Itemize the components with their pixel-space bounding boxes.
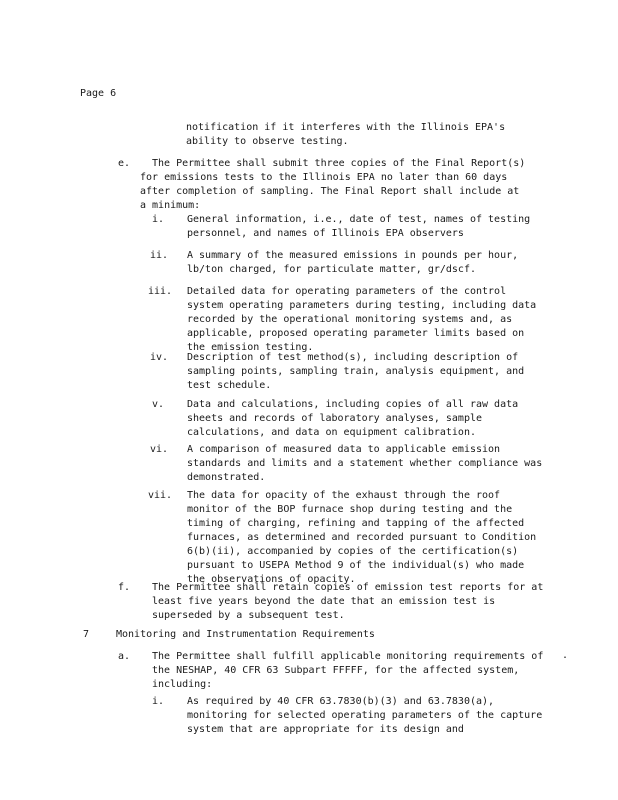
text-line: Detailed data for operating parameters of the control bbox=[187, 286, 507, 297]
text-line: monitor of the BOP furnace shop during testing and the bbox=[187, 504, 513, 515]
text-line: recorded by the operational monitoring systems and, as bbox=[187, 314, 513, 325]
text-line: ability to observe testing. bbox=[186, 136, 349, 147]
section-title: Monitoring and Instrumentation Requirements bbox=[116, 629, 375, 640]
text-line: Data and calculations, including copies of all raw data bbox=[187, 399, 519, 410]
text-line: lb/ton charged, for particulate matter, gr/dscf. bbox=[187, 264, 476, 275]
text-line: The data for opacity of the exhaust through the roof bbox=[187, 490, 501, 501]
margin-mark: . bbox=[562, 650, 569, 661]
list-label: iv. bbox=[150, 352, 169, 363]
text-line: system that are appropriate for its design and bbox=[187, 724, 464, 735]
text-line: personnel, and names of Illinois EPA observers bbox=[187, 228, 464, 239]
text-line: General information, i.e., date of test, names of testing bbox=[187, 214, 531, 225]
text-line: sampling points, sampling train, analysis equipment, and bbox=[187, 366, 525, 377]
list-label: iii. bbox=[148, 286, 173, 297]
text-line: the observations of opacity. bbox=[187, 574, 356, 585]
text-line: timing of charging, refining and tapping of the affected bbox=[187, 518, 525, 529]
text-line: applicable, proposed operating parameter limits based on bbox=[187, 328, 525, 339]
text-line: A summary of the measured emissions in pounds per hour, bbox=[187, 250, 519, 261]
text-line: demonstrated. bbox=[187, 472, 266, 483]
text-line: monitoring for selected operating parameters of the capture bbox=[187, 710, 543, 721]
text-line: 6(b)(ii), accompanied by copies of the certification(s) bbox=[187, 546, 519, 557]
list-label: vii. bbox=[148, 490, 173, 501]
text-line: least five years beyond the date that an emission test is bbox=[152, 596, 496, 607]
text-line: calculations, and data on equipment calibration. bbox=[187, 427, 476, 438]
list-label: i. bbox=[152, 214, 165, 225]
list-label: v. bbox=[152, 399, 165, 410]
text-line: sheets and records of laboratory analyses, sample bbox=[187, 413, 483, 424]
text-line: notification if it interferes with the Illinois EPA's bbox=[186, 122, 506, 133]
text-line: The Permittee shall submit three copies of the Final Report(s) bbox=[152, 158, 526, 169]
text-line: system operating parameters during testing, including data bbox=[187, 300, 537, 311]
text-line: A comparison of measured data to applicable emission bbox=[187, 444, 501, 455]
list-label: i. bbox=[152, 696, 165, 707]
text-line: As required by 40 CFR 63.7830(b)(3) and 63.7830(a), bbox=[187, 696, 495, 707]
text-line: superseded by a subsequent test. bbox=[152, 610, 345, 621]
text-line: pursuant to USEPA Method 9 of the individual(s) who made bbox=[187, 560, 525, 571]
list-label: a. bbox=[118, 651, 131, 662]
text-line: standards and limits and a statement whether compliance was bbox=[187, 458, 543, 469]
text-line: furnaces, as determined and recorded pursuant to Condition bbox=[187, 532, 537, 543]
text-line: test schedule. bbox=[187, 380, 272, 391]
text-line: for emissions tests to the Illinois EPA no later than 60 days bbox=[140, 172, 508, 183]
section-number: 7 bbox=[83, 629, 90, 640]
text-line: the NESHAP, 40 CFR 63 Subpart FFFFF, for the affected system, bbox=[152, 665, 520, 676]
text-line: a minimum: bbox=[140, 200, 201, 211]
text-line: The Permittee shall retain copies of emission test reports for at bbox=[152, 582, 544, 593]
text-line: after completion of sampling. The Final Report shall include at bbox=[140, 186, 520, 197]
list-label: e. bbox=[118, 158, 131, 169]
list-label: f. bbox=[118, 582, 131, 593]
list-label: vi. bbox=[150, 444, 169, 455]
list-label: ii. bbox=[150, 250, 169, 261]
text-line: the emission testing. bbox=[187, 342, 314, 353]
text-line: The Permittee shall fulfill applicable monitoring requirements of bbox=[152, 651, 544, 662]
page-number: Page 6 bbox=[80, 88, 117, 99]
text-line: including: bbox=[152, 679, 213, 690]
text-line: Description of test method(s), including description of bbox=[187, 352, 519, 363]
